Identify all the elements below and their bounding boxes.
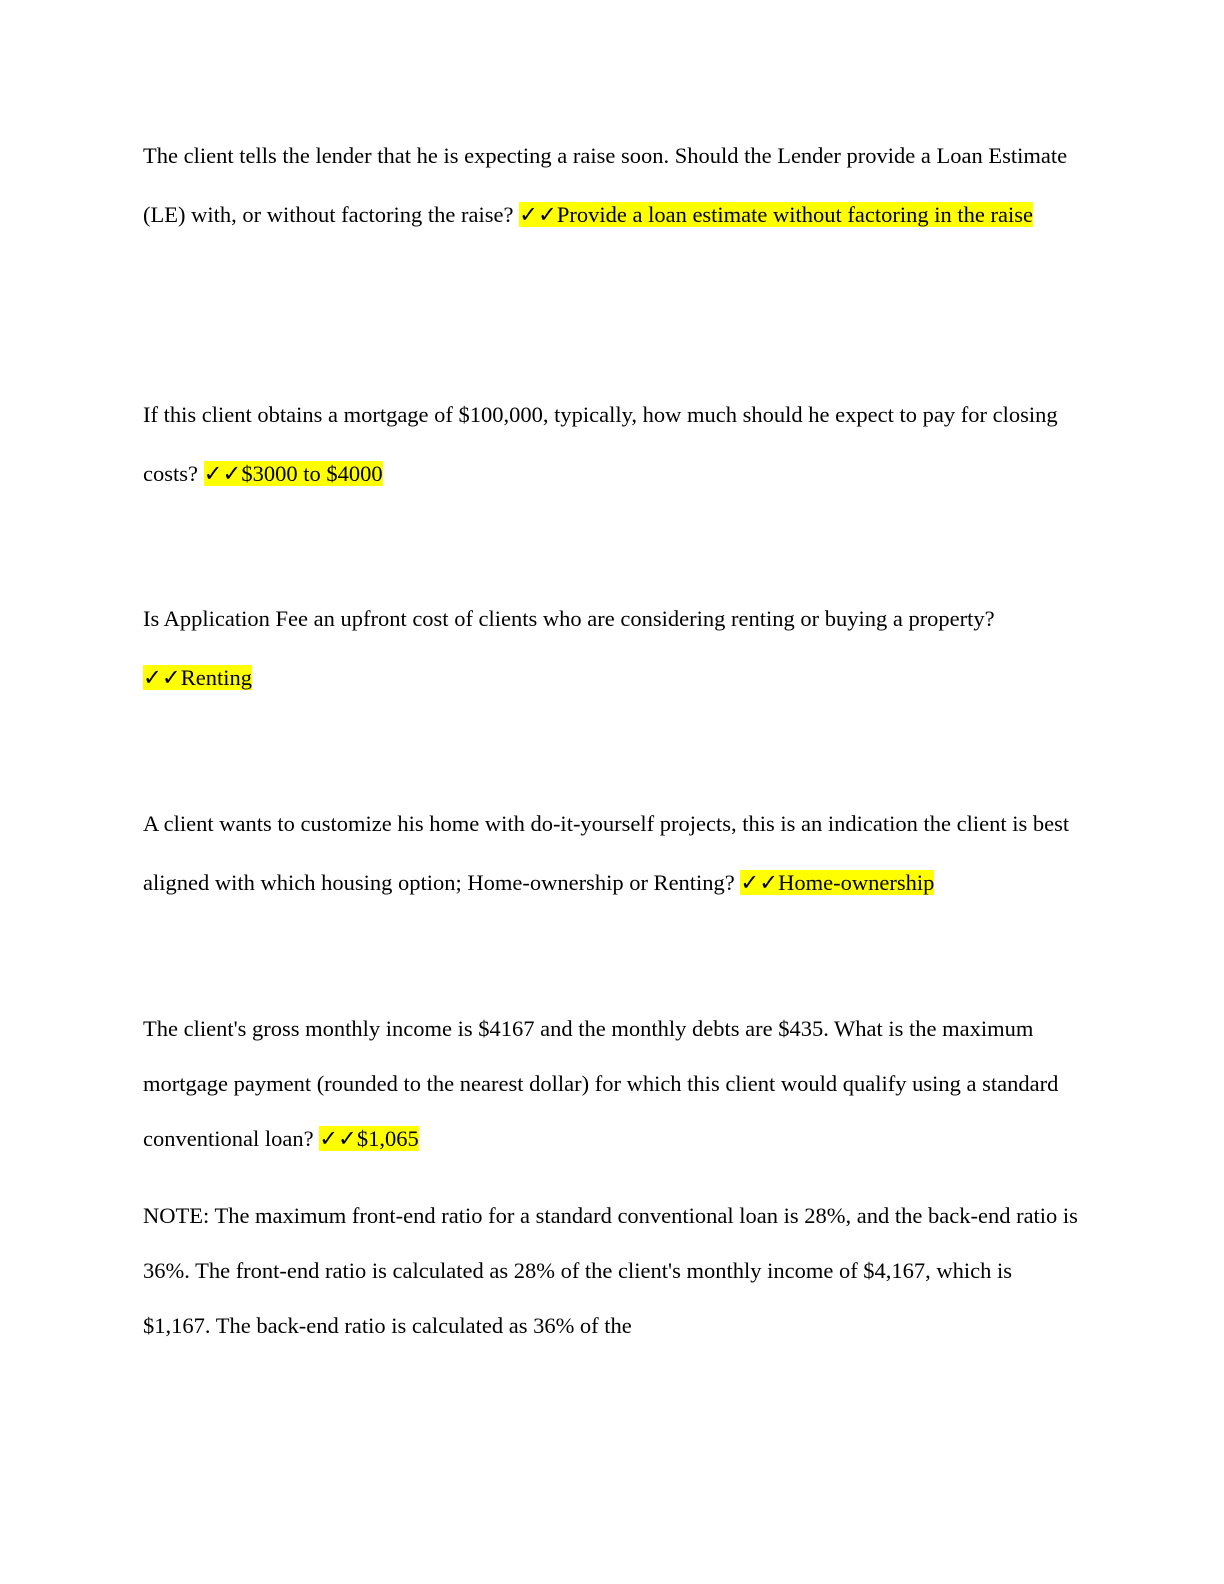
question-block-closing-costs [143,385,1083,503]
question-block-housing-option [143,794,1083,912]
question-block-application-fee [143,589,1083,707]
note-paragraph: NOTE: The maximum front-end ratio for a standard conventional loan is 28%, and the back-end ratio is 36%. The front-end ratio is calculated as 28% of the client's monthly income of $4,167, which is $1,167. The back-end ratio is calculated as 36% of the [143,1203,1078,1338]
answer-highlight: ✓✓Home-ownership [740,870,935,895]
answer-highlight: ✓✓Provide a loan estimate without factoring in the raise [519,202,1033,227]
question-block-mortgage-payment [143,1001,1083,1166]
answer-highlight: ✓✓$3000 to $4000 [203,461,383,486]
question-text: The client tells the lender that he is expecting a raise soon. Should the Lender provide a Loan Estimate (LE) with, or without factoring the raise? [143,143,1068,227]
answer-highlight: ✓✓$1,065 [319,1126,419,1151]
question-text: If this client obtains a mortgage of $100,000, typically, how much should he expect to pay for closing costs? [143,402,1058,486]
answer-highlight: ✓✓Renting [143,665,252,690]
question-block-raise [143,126,1083,244]
question-text: Is Application Fee an upfront cost of clients who are considering renting or buying a property? [143,606,995,631]
question-text: A client wants to customize his home with do-it-yourself projects, this is an indication the client is best aligned with which housing option; Home-ownership or Renting? [143,811,1070,895]
question-text: The client's gross monthly income is $4167 and the monthly debts are $435. What is the maximum mortgage payment (rounded to the nearest dollar) for which this client would qualify using a standard conventional loan? [143,1016,1059,1151]
